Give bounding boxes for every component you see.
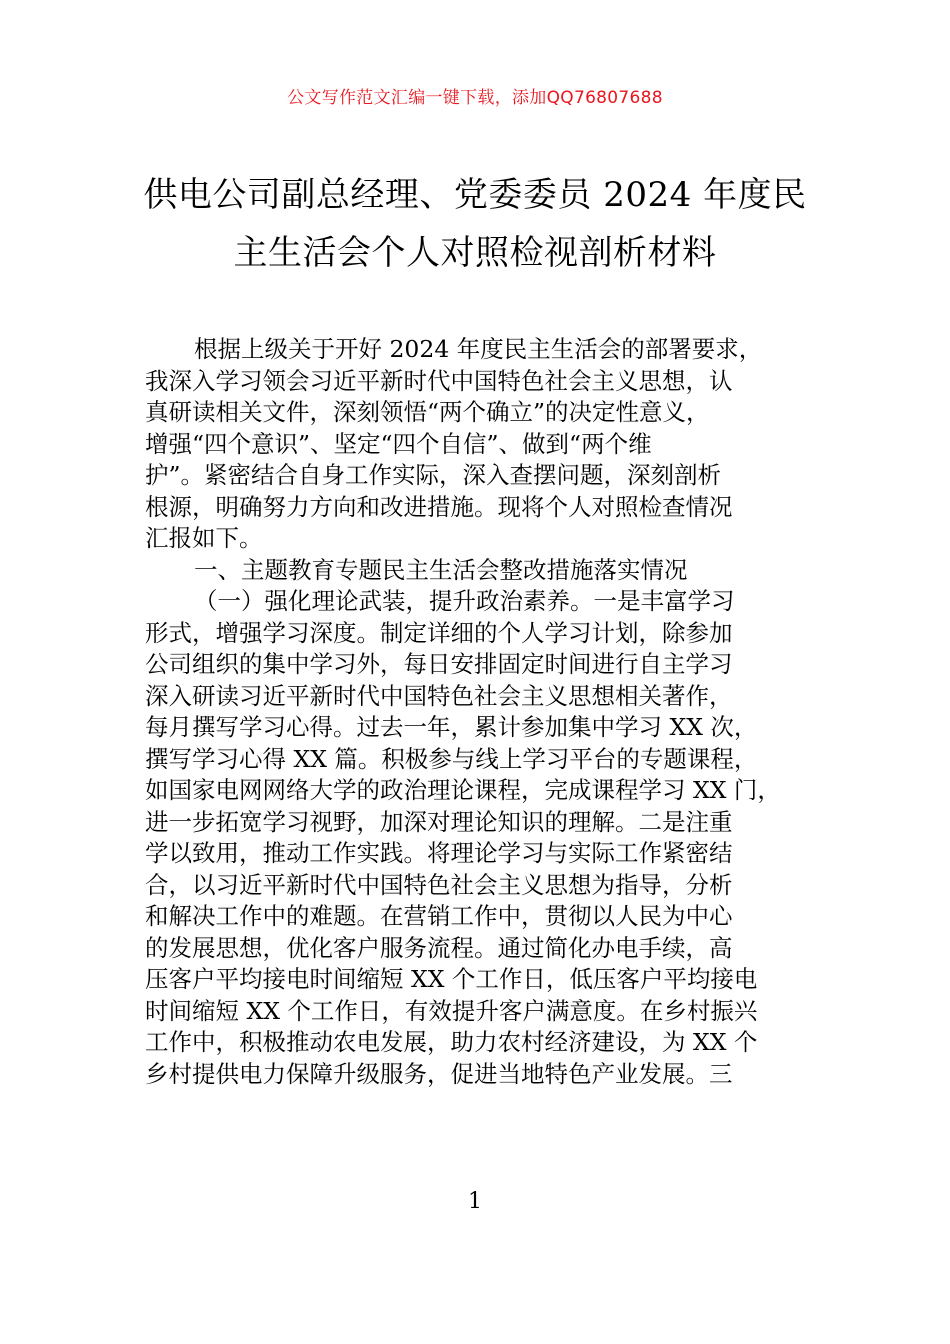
body-line: 我深入学习领会习近平新时代中国特色社会主义思想，认: [145, 366, 733, 395]
body-line: 合，以习近平新时代中国特色社会主义思想为指导，分析: [145, 870, 733, 899]
body-line: 学以致用，推动工作实践。将理论学习与实际工作紧密结: [145, 839, 733, 867]
page-number: 1: [468, 1189, 482, 1214]
body-line: 真研读相关文件，深刻领悟“两个确立”的决定性意义，: [145, 398, 710, 426]
header-download-note: 公文写作范文汇编一键下载，添加QQ76807688: [287, 88, 663, 108]
title-line: 供电公司副总经理、党委委员 2024 年度民: [143, 175, 807, 215]
body-line: 时间缩短 XX 个工作日，有效提升客户满意度。在乡村振兴: [145, 996, 758, 1025]
body-line: 乡村提供电力保障升级服务，促进当地特色产业发展。三: [145, 1059, 733, 1088]
body-line: 和解决工作中的难题。在营销工作中，贯彻以人民为中心: [145, 902, 733, 930]
body-line: 进一步拓宽学习视野，加深对理论知识的理解。二是注重: [145, 807, 733, 836]
body-line: 撰写学习心得 XX 篇。积极参与线上学习平台的专题课程，: [145, 744, 758, 773]
section-heading: 一、主题教育专题民主生活会整改措施落实情况: [194, 555, 688, 584]
body-line: 根源，明确努力方向和改进措施。现将个人对照检查情况: [145, 492, 733, 521]
body-line: 压客户平均接电时间缩短 XX 个工作日，低压客户平均接电: [145, 965, 758, 993]
body-line: 根据上级关于开好 2024 年度民主生活会的部署要求，: [194, 335, 763, 363]
body-line: 增强“四个意识”、坚定“四个自信”、做到“两个维: [145, 429, 652, 458]
body-line: 如国家电网网络大学的政治理论课程，完成课程学习 XX 门，: [145, 776, 781, 804]
body-line: 形式，增强学习深度。制定详细的个人学习计划，除参加: [145, 618, 733, 647]
body-line: 的发展思想，优化客户服务流程。通过简化办电手续，高: [145, 933, 733, 962]
document-title: [100, 166, 850, 282]
document-body: [145, 334, 810, 1090]
body-line: 工作中，积极推动农电发展，助力农村经济建设，为 XX 个: [145, 1028, 758, 1056]
body-line: 公司组织的集中学习外，每日安排固定时间进行自主学习: [145, 650, 733, 678]
body-line: 汇报如下。: [145, 524, 263, 552]
body-line: 护”。紧密结合自身工作实际，深入查摆问题，深刻剖析: [145, 461, 722, 489]
title-line: 主生活会个人对照检视剖析材料: [233, 233, 717, 273]
body-line: （一）强化理论武装，提升政治素养。一是丰富学习: [194, 587, 735, 615]
body-line: 深入研读习近平新时代中国特色社会主义思想相关著作，: [145, 681, 733, 710]
body-line: 每月撰写学习心得。过去一年，累计参加集中学习 XX 次，: [145, 713, 758, 741]
